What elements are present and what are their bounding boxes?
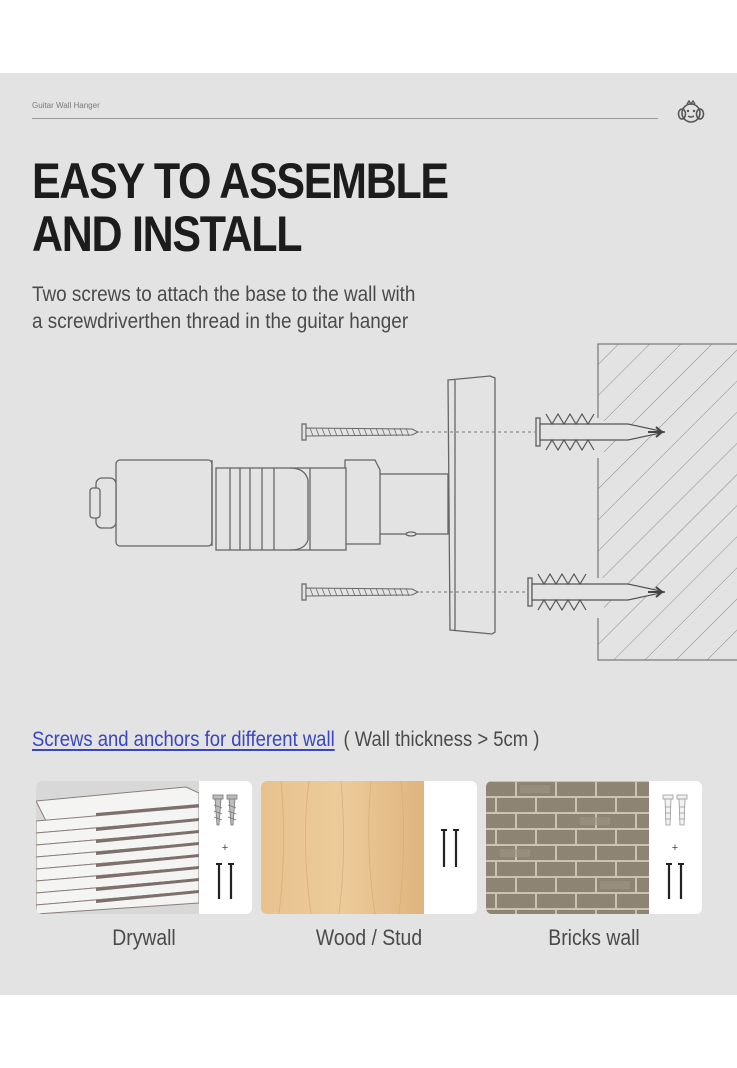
brand-text: Guitar Wall Hanger	[32, 101, 100, 110]
card-drywall	[36, 781, 252, 914]
wall-types-heading	[32, 728, 539, 752]
card-wood-stud	[261, 781, 477, 914]
mounting-base-plate	[448, 376, 495, 634]
wall-types-link[interactable]: Screws and anchors for different wall	[32, 728, 335, 751]
wall-thickness-note: ( Wall thickness > 5cm )	[343, 728, 540, 751]
drywall-photo	[36, 781, 199, 914]
wall-type-cards	[36, 781, 702, 914]
header-divider	[32, 118, 658, 119]
guitar-hanger-arm	[90, 460, 448, 550]
title-line-2: AND INSTALL	[32, 206, 302, 262]
screw-top	[302, 424, 535, 440]
page-title	[32, 155, 448, 261]
page-subtitle	[32, 281, 415, 335]
wood-photo	[261, 781, 424, 914]
wood-hardware-icon	[424, 781, 477, 914]
card-label-wood-stud: Wood / Stud	[315, 925, 423, 950]
brick-hardware-icon	[649, 781, 702, 914]
bricks-photo	[486, 781, 649, 914]
mascot-logo-icon	[675, 97, 707, 127]
subtitle-line-1: Two screws to attach the base to the wall with	[32, 283, 416, 306]
subtitle-line-2: a screwdriverthen thread in the guitar hanger	[32, 310, 409, 333]
wall-section	[596, 344, 737, 660]
svg-text:+: +	[671, 842, 679, 854]
card-bricks-wall	[486, 781, 702, 914]
title-line-1: EASY TO ASSEMBLE	[32, 153, 448, 209]
svg-text:+: +	[221, 842, 229, 854]
card-label-bricks-wall: Bricks wall	[548, 925, 640, 950]
installation-diagram	[0, 340, 737, 670]
drywall-hardware-icon	[199, 781, 252, 914]
screw-bottom	[302, 584, 530, 600]
card-label-drywall: Drywall	[112, 925, 176, 950]
